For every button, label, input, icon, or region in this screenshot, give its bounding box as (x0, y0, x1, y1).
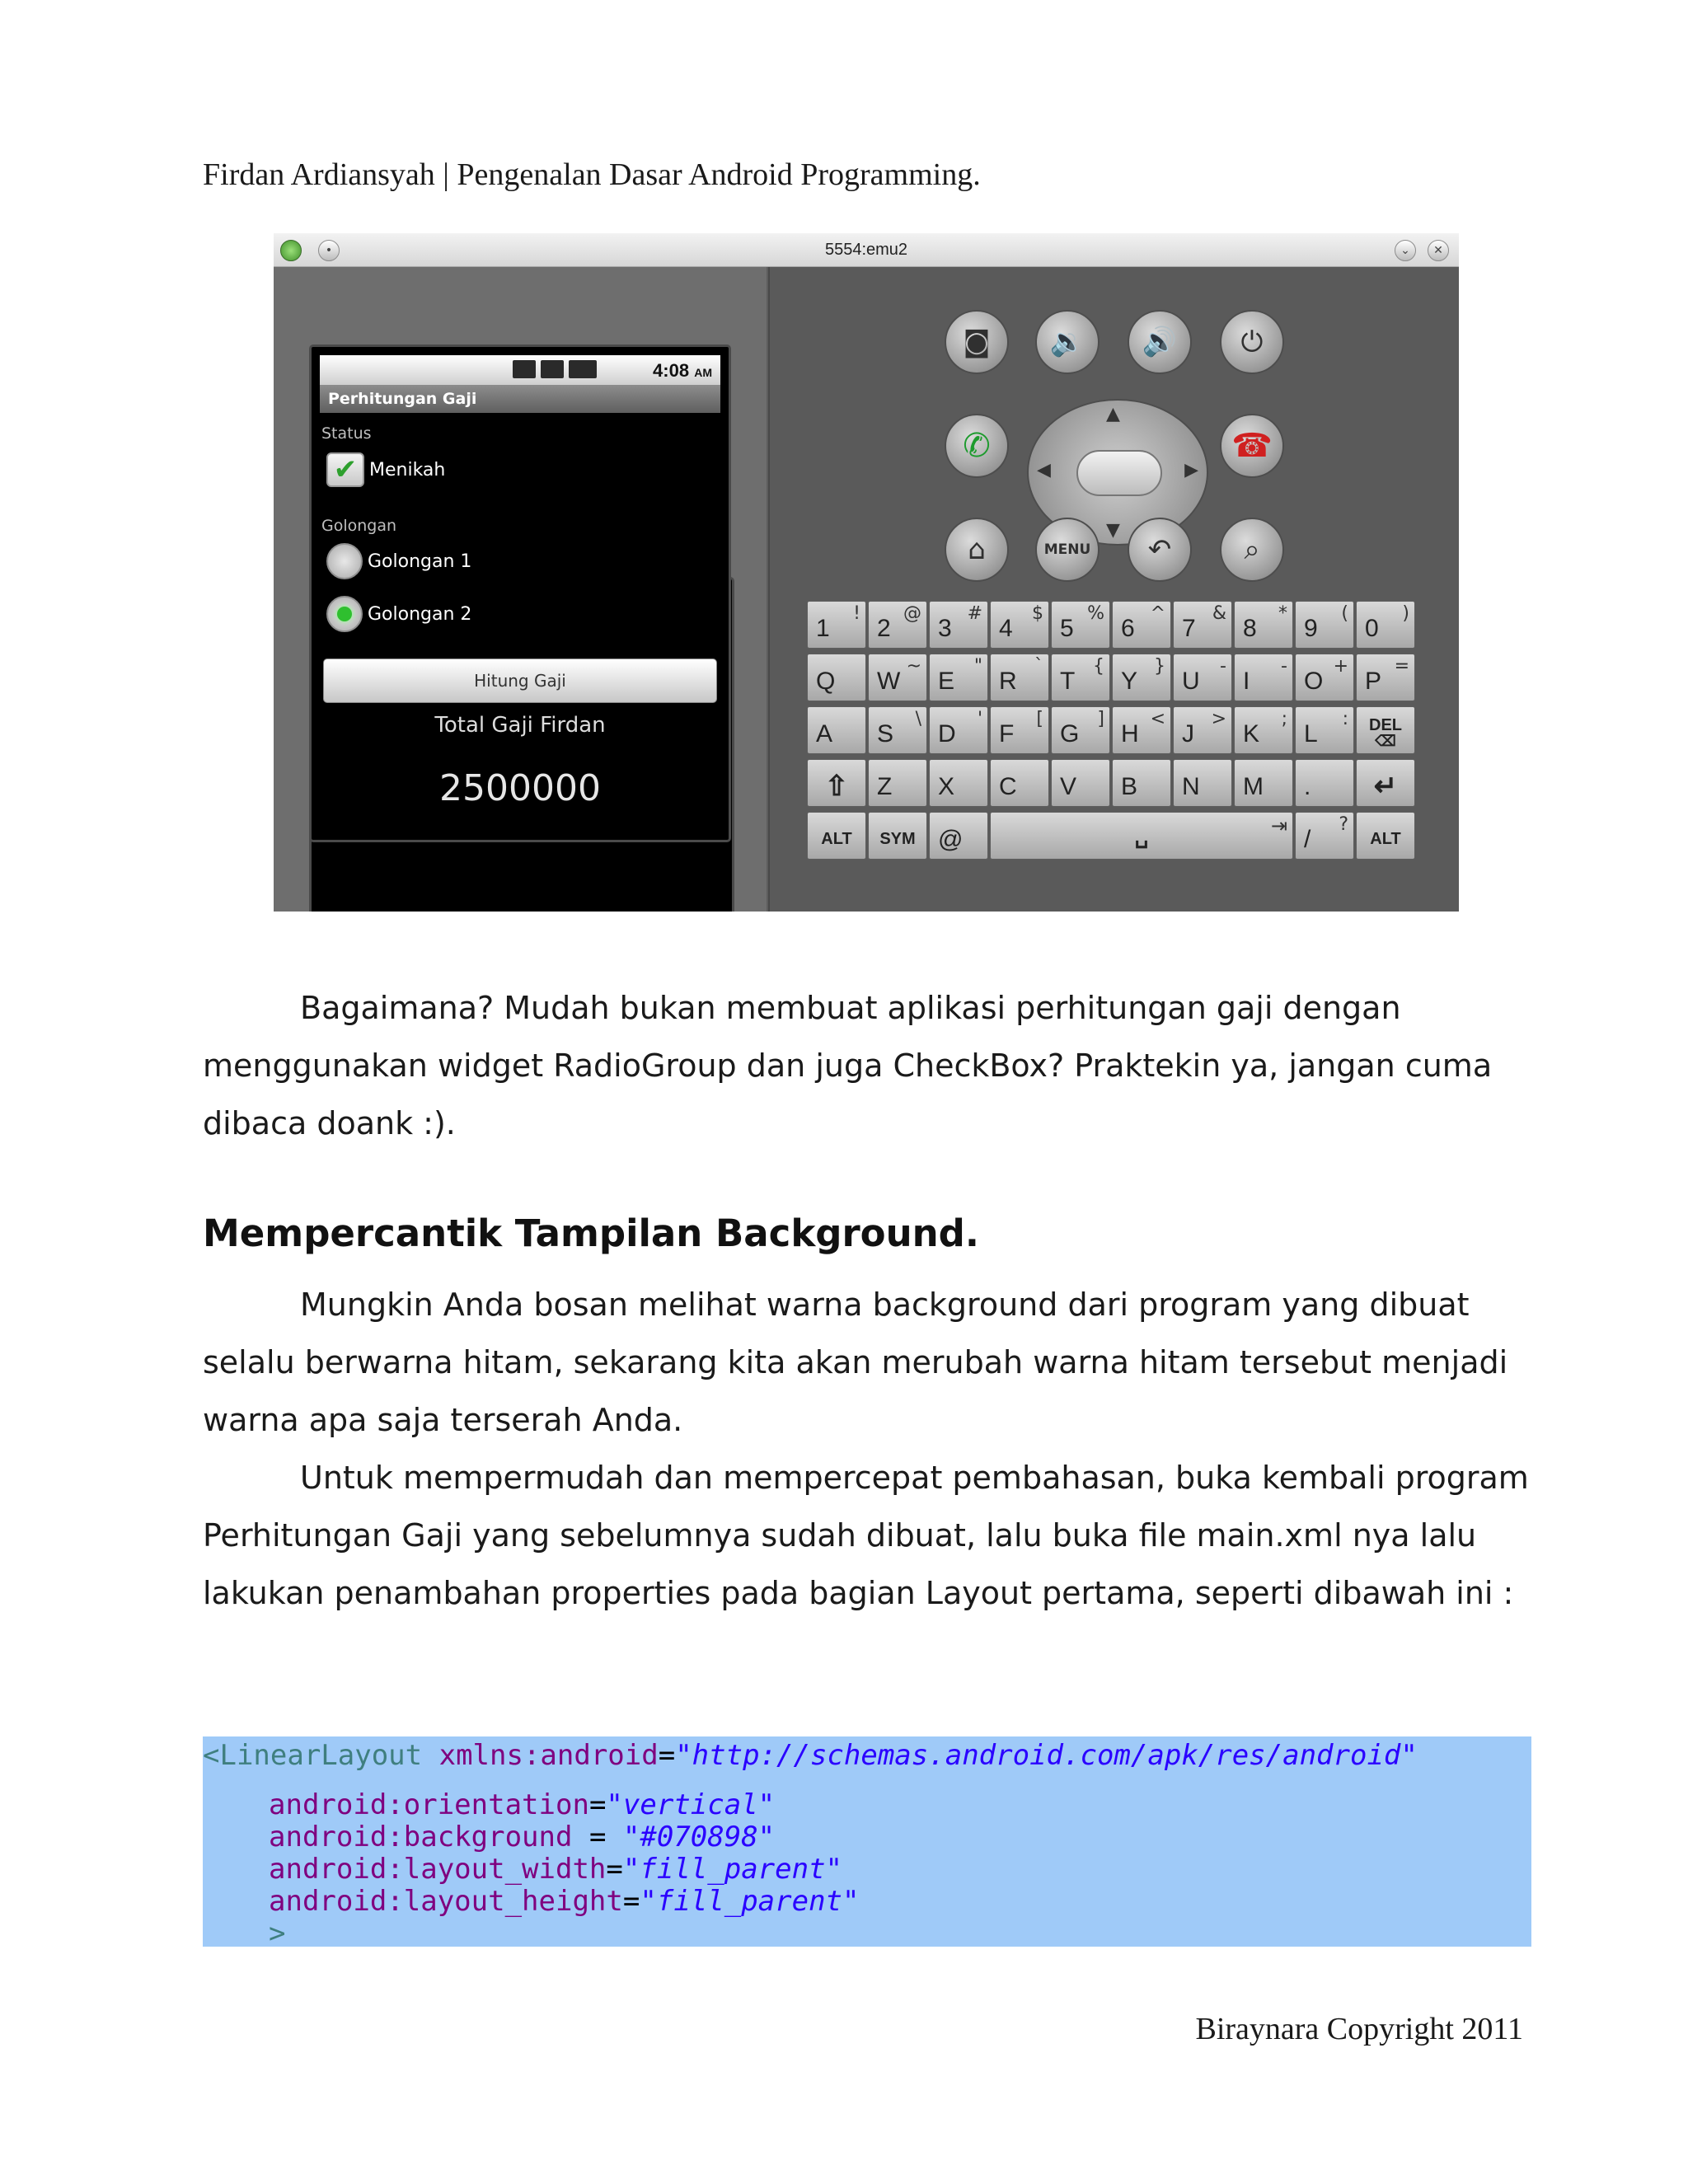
key-c[interactable]: C (990, 759, 1049, 807)
key-a[interactable]: A (807, 706, 866, 754)
key-3[interactable]: 3 # (929, 601, 988, 649)
code-line-2: android:orientation="vertical" (269, 1788, 776, 1821)
key-9[interactable]: 9 ( (1295, 601, 1354, 649)
key-space[interactable] (990, 812, 1293, 860)
back-icon[interactable]: ↶ (1128, 518, 1192, 582)
app-title-bar: Perhitungan Gaji (320, 385, 720, 413)
paragraph-1: Bagaimana? Mudah bukan membuat aplikasi perhitungan gaji dengan menggunakan widget RadioGroup dan juga CheckBox? Praktekin ya, jangan cuma dibaca doank :). (203, 990, 1493, 1141)
status-bar (320, 355, 720, 385)
search-icon[interactable]: ⌕ (1220, 518, 1284, 582)
key-shift[interactable] (807, 759, 866, 807)
section-heading: Mempercantik Tampilan Background. (203, 1212, 979, 1255)
paragraph-2: Mungkin Anda bosan melihat warna background dari program yang dibuat selalu berwarna hitam, sekarang kita akan merubah warna hitam tersebut menjadi warna apa saja terserah Anda. (203, 1286, 1508, 1438)
radio-selected-icon[interactable] (326, 596, 363, 632)
key-e[interactable]: E " (929, 654, 988, 701)
dpad-down-icon[interactable]: ▼ (1106, 520, 1120, 541)
code-line-3: android:background = "#070898" (269, 1821, 776, 1854)
key-f[interactable]: F [ (990, 706, 1049, 754)
emulator-controls-panel (768, 267, 1459, 912)
emulator-title: 5554:emu2 (824, 241, 908, 259)
key-alt-right[interactable]: ALT (1356, 812, 1415, 860)
backspace-icon: ⌫ (1375, 733, 1396, 749)
key-l[interactable]: L : (1295, 706, 1354, 754)
power-icon[interactable]: ⏻ (1220, 310, 1284, 374)
code-block (203, 1736, 1531, 1950)
close-icon[interactable]: ✕ (1428, 240, 1449, 261)
key-j[interactable]: J > (1173, 706, 1232, 754)
status-label: Status (321, 424, 372, 443)
key-slash[interactable]: / ? (1295, 812, 1354, 860)
paragraph-3: Untuk mempermudah dan mempercepat pembahasan, buka kembali program Perhitungan Gaji yang sebelumnya sudah dibuat, lalu buka file main.xml nya lalu lakukan penambahan properties pada bagian Layout pertama, seperti dibawah ini : (203, 1460, 1529, 1611)
radio-golongan-1[interactable] (326, 543, 471, 579)
key-enter[interactable] (1356, 759, 1415, 807)
code-line-5: android:layout_height="fill_parent" (269, 1885, 860, 1918)
qwerty-keyboard (807, 601, 1422, 866)
dpad-left-icon[interactable]: ◀ (1037, 460, 1051, 480)
key-m[interactable]: M (1234, 759, 1293, 807)
total-gaji-label: Total Gaji Firdan (434, 713, 606, 738)
signal-icon (541, 360, 564, 378)
menu-button[interactable]: MENU (1035, 518, 1100, 582)
key-i[interactable]: I - (1234, 654, 1293, 701)
volume-up-icon[interactable]: 🔊 (1128, 310, 1192, 374)
dpad-center-button[interactable] (1076, 450, 1162, 496)
key-4[interactable]: 4 $ (990, 601, 1049, 649)
key-z[interactable]: Z (868, 759, 927, 807)
key-q[interactable]: Q (807, 654, 866, 701)
dpad-up-icon[interactable]: ▲ (1106, 404, 1120, 424)
code-line-4: android:layout_width="fill_parent" (269, 1853, 843, 1886)
page-footer: Biraynara Copyright 2011 (1195, 2012, 1523, 2046)
page-header: Firdan Ardiansyah | Pengenalan Dasar Android Programming. (203, 157, 981, 192)
network-3g-icon (513, 360, 536, 378)
total-gaji-value: 2500000 (439, 767, 601, 809)
camera-icon[interactable]: ◙ (945, 310, 1009, 374)
checkmark-icon[interactable]: ✔ (326, 452, 364, 487)
key-t[interactable]: T { (1051, 654, 1110, 701)
hitung-gaji-button[interactable]: Hitung Gaji (323, 658, 717, 703)
golongan-label: Golongan (321, 517, 397, 535)
code-line-1: <LinearLayout xmlns:android="http://schemas.android.com/apk/res/android" (203, 1739, 1418, 1772)
space-icon: ␣ (1134, 823, 1149, 848)
radio-label-2: Golongan 2 (368, 603, 472, 625)
key-u[interactable]: U - (1173, 654, 1232, 701)
battery-icon (569, 360, 597, 378)
radio-golongan-2[interactable] (326, 596, 471, 632)
minimize-icon[interactable]: ⌄ (1395, 240, 1416, 261)
key-r[interactable]: R ` (990, 654, 1049, 701)
key-sym[interactable]: SYM (868, 812, 927, 860)
key-7[interactable]: 7 & (1173, 601, 1232, 649)
phone-display (309, 344, 731, 842)
volume-down-icon[interactable]: 🔉 (1035, 310, 1100, 374)
tab-icon: ⇥ (1270, 814, 1287, 837)
key-s[interactable]: S \ (868, 706, 927, 754)
key-0[interactable]: 0 ) (1356, 601, 1415, 649)
key-b[interactable]: B (1112, 759, 1171, 807)
home-icon[interactable]: ⌂ (945, 518, 1009, 582)
key-alt-left[interactable]: ALT (807, 812, 866, 860)
key-8[interactable]: 8 * (1234, 601, 1293, 649)
key-g[interactable]: G ] (1051, 706, 1110, 754)
shift-icon: ⇧ (824, 771, 849, 802)
key-x[interactable]: X (929, 759, 988, 807)
key-del[interactable]: DEL ⌫ (1356, 706, 1415, 754)
key-v[interactable]: V (1051, 759, 1110, 807)
end-call-icon[interactable]: ☎ (1220, 414, 1284, 478)
menikah-label: Menikah (369, 459, 446, 480)
radio-label-1: Golongan 1 (368, 551, 472, 572)
key-w[interactable]: W ~ (868, 654, 927, 701)
key-p[interactable]: P = (1356, 654, 1415, 701)
key-6[interactable]: 6 ^ (1112, 601, 1171, 649)
key-o[interactable]: O + (1295, 654, 1354, 701)
key-period[interactable]: . (1295, 759, 1354, 807)
key-2[interactable]: 2 @ (868, 601, 927, 649)
menikah-checkbox-row[interactable] (326, 452, 445, 487)
enter-icon: ↵ (1373, 771, 1398, 802)
emulator-screenshot (274, 233, 1459, 912)
code-line-6: > (269, 1917, 286, 1950)
emulator-titlebar (274, 233, 1459, 267)
dpad-right-icon[interactable]: ▶ (1184, 460, 1198, 480)
radio-unselected-icon[interactable] (326, 543, 363, 579)
key-1[interactable]: 1 ! (807, 601, 866, 649)
call-icon[interactable]: ✆ (945, 414, 1009, 478)
key-at[interactable]: @ (929, 812, 988, 860)
key-n[interactable]: N (1173, 759, 1232, 807)
status-time: 4:08 AM (653, 360, 712, 381)
key-y[interactable]: Y } (1112, 654, 1171, 701)
key-k[interactable]: K ; (1234, 706, 1293, 754)
key-h[interactable]: H < (1112, 706, 1171, 754)
window-menu-icon[interactable]: • (318, 240, 340, 261)
key-d[interactable]: D ' (929, 706, 988, 754)
key-5[interactable]: 5 % (1051, 601, 1110, 649)
